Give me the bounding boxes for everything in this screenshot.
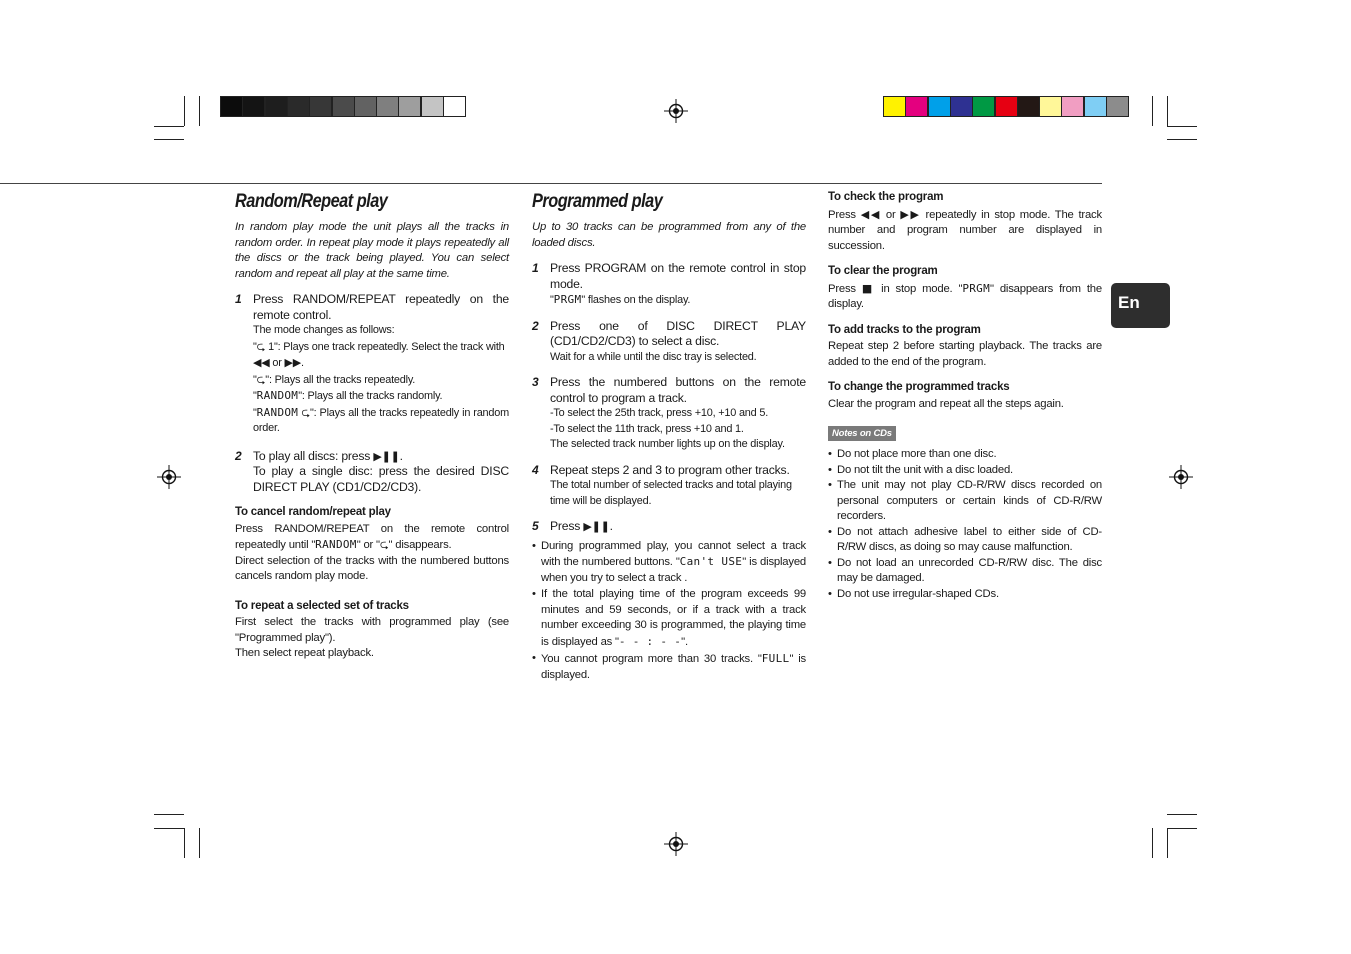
skip-back-icon: ◀◀ bbox=[860, 207, 882, 221]
note-bullet: • Do not attach adhesive label to either side of CD-R/RW discs, as doing so may cause malfunction. bbox=[828, 525, 1102, 553]
bullet-text: Do not use irregular-shaped CDs. bbox=[837, 587, 999, 600]
registration-target-icon bbox=[664, 832, 688, 856]
step-sub-text: " flashes on the display. bbox=[581, 294, 691, 306]
calibration-swatch bbox=[905, 96, 928, 117]
step-4 bbox=[532, 463, 806, 510]
display-text: RANDOM bbox=[256, 405, 299, 419]
step-number: 2 bbox=[532, 318, 539, 333]
step-sub: "⮎ 1": Plays one track repeatedly. Select the track with ◀◀ or ▶▶. bbox=[253, 339, 505, 369]
section-intro: Up to 30 tracks can be programmed from any of the loaded discs. bbox=[532, 221, 806, 249]
calibration-swatch bbox=[950, 96, 973, 117]
bullet-text: The unit may not play CD-R/RW discs recorded on personal computers or certain kinds of CD-R/RW recorders. bbox=[837, 479, 1102, 522]
paragraph bbox=[828, 281, 1102, 313]
skip-back-icon: ◀◀ bbox=[253, 356, 270, 369]
step-main: Press one of DISC DIRECT PLAY (CD1/CD2/CD3) to select a disc. bbox=[550, 318, 806, 348]
step-main: To play a single disc: press the desired DISC DIRECT PLAY (CD1/CD2/CD3). bbox=[253, 464, 509, 494]
step-main: Press the numbered buttons on the remote control to program a track. bbox=[550, 375, 806, 405]
step-sub: Wait for a while until the disc tray is selected. bbox=[550, 350, 757, 363]
note-bullet: • Do not load an unrecorded CD-R/RW disc. The disc may be damaged. bbox=[828, 556, 1102, 584]
random-repeat-section bbox=[235, 190, 509, 662]
bullet-text: Do not load an unrecorded CD-R/RW disc. The disc may be damaged. bbox=[837, 556, 1102, 584]
display-text: PRGM bbox=[553, 293, 582, 306]
calibration-swatch bbox=[443, 96, 466, 117]
paragraph-text: or bbox=[885, 208, 896, 221]
programmed-play-section bbox=[532, 190, 806, 683]
step-number: 3 bbox=[532, 375, 539, 389]
step-5 bbox=[532, 519, 806, 535]
step-sub-text: ": Plays all the tracks repeatedly. bbox=[265, 373, 416, 386]
play-pause-icon: ▶❚❚ bbox=[583, 520, 610, 533]
step-1 bbox=[532, 261, 806, 309]
subheading: To change the programmed tracks bbox=[828, 381, 1010, 393]
language-tab bbox=[1111, 283, 1170, 328]
bullet-text: " is displayed. bbox=[541, 653, 806, 681]
step-main: To play all discs: press ▶❚❚. bbox=[253, 448, 403, 463]
step-main: Repeat steps 2 and 3 to program other tracks. bbox=[550, 462, 790, 477]
display-text: Can't USE bbox=[679, 555, 743, 568]
registration-target-icon bbox=[664, 99, 688, 123]
step-sub: The selected track number lights up on the display. bbox=[550, 438, 785, 450]
calibration-swatch bbox=[421, 96, 444, 117]
subheading: To add tracks to the program bbox=[828, 323, 981, 336]
step-sub: -To select the 11th track, press +10 and 1. bbox=[550, 422, 744, 435]
note-bullet: • The unit may not play CD-R/RW discs recorded on personal computers or certain kinds of CD-R/RW recorders. bbox=[828, 479, 1102, 522]
calibration-swatch bbox=[928, 96, 951, 117]
paragraph bbox=[828, 207, 1102, 255]
calibration-swatch bbox=[995, 96, 1018, 117]
paragraph-text: Press bbox=[828, 208, 856, 221]
step-main: Press ▶❚❚. bbox=[550, 519, 613, 533]
step-main: Press RANDOM/REPEAT repeatedly on the remote control. bbox=[253, 292, 509, 322]
skip-forward-icon: ▶▶ bbox=[900, 207, 921, 221]
step-number: 1 bbox=[235, 292, 242, 306]
quote: " bbox=[253, 340, 257, 353]
subheading: To check the program bbox=[828, 191, 944, 203]
step-1 bbox=[235, 292, 509, 437]
step-main: Press PROGRAM on the remote control in stop mode. bbox=[550, 261, 806, 291]
note-bullet: • Do not place more than one disc. bbox=[828, 448, 997, 460]
header-rule bbox=[0, 183, 1102, 184]
step-sub: "PRGM" flashes on the display. bbox=[550, 293, 691, 306]
step-2 bbox=[235, 449, 509, 496]
subheading: To clear the program bbox=[828, 265, 938, 277]
skip-forward-icon: ▶▶ bbox=[284, 356, 302, 369]
calibration-swatch bbox=[287, 96, 310, 117]
note-bullet: • Do not tilt the unit with a disc loaded. bbox=[828, 463, 1013, 476]
step-sub-text: ": Plays all the tracks randomly. bbox=[298, 390, 443, 402]
calibration-swatch bbox=[242, 96, 265, 117]
bullet-text: ". bbox=[681, 635, 688, 648]
step-sub-text: 1": Plays one track repeatedly. Select the track with bbox=[268, 340, 505, 353]
step-sub: The total number of selected tracks and total playing time will be displayed. bbox=[550, 479, 792, 507]
registration-target-icon bbox=[157, 465, 181, 489]
step-number: 1 bbox=[532, 261, 539, 275]
section-intro: In random play mode the unit plays all the tracks in random order. In repeat play mode it plays repeatedly all the discs or the track being played. You can select random and repeat all play at the same time. bbox=[235, 221, 509, 280]
note-bullet: • You cannot program more than 30 tracks. "FULL" is displayed. bbox=[532, 652, 806, 681]
step-sub-text: ": Plays all the tracks repeatedly in random order. bbox=[253, 406, 510, 434]
step-main-text: To play all discs: press bbox=[253, 448, 371, 463]
bullet-text: You cannot program more than 30 tracks. " bbox=[541, 653, 762, 665]
play-pause-icon: ▶❚❚ bbox=[373, 449, 400, 463]
calibration-swatch bbox=[220, 96, 243, 117]
paragraph-text: Press bbox=[828, 282, 856, 295]
section-title: Random/Repeat play bbox=[235, 191, 388, 212]
step-2 bbox=[532, 319, 806, 366]
calibration-swatch bbox=[332, 96, 355, 117]
language-tab-label: En bbox=[1118, 293, 1140, 312]
paragraph-text: " disappears from the display. bbox=[828, 282, 1102, 310]
calibration-swatch bbox=[1084, 96, 1107, 117]
paragraph-text: " or " bbox=[356, 539, 380, 551]
step-sub: "RANDOM": Plays all the tracks randomly. bbox=[253, 389, 443, 402]
bullet-text: Do not attach adhesive label to either side of CD-R/RW discs, as doing so may cause malfunction. bbox=[837, 525, 1102, 553]
display-text: - - : - - bbox=[618, 634, 682, 648]
step-sub bbox=[253, 372, 509, 389]
paragraph-text: repeatedly in stop mode. The track number and program number are displayed in succession. bbox=[828, 208, 1102, 252]
calibration-swatch bbox=[309, 96, 332, 117]
display-text: PRGM bbox=[962, 281, 991, 295]
section-title: Programmed play bbox=[532, 191, 663, 212]
calibration-swatch bbox=[1106, 96, 1129, 117]
paragraph bbox=[235, 522, 509, 554]
bullet-text: During programmed play, you cannot select a track with the numbered buttons. " bbox=[541, 539, 806, 568]
calibration-swatch bbox=[265, 96, 288, 117]
subheading: To cancel random/repeat play bbox=[235, 506, 391, 518]
program-management-section bbox=[828, 190, 1102, 602]
step-sub: -To select the 25th track, press +10, +10 and 5. bbox=[550, 407, 769, 419]
bullet-text: " is displayed when you try to select a track . bbox=[541, 556, 806, 584]
calibration-swatch bbox=[972, 96, 995, 117]
paragraph-text: in stop mode. " bbox=[881, 282, 963, 295]
step-number: 2 bbox=[235, 448, 242, 463]
note-bullet: • If the total playing time of the program exceeds 99 minutes and 59 seconds, or if a track with a track number exceeding 30 is programmed, the playing time is displayed as "- - : - -". bbox=[532, 588, 806, 648]
step-sub: "RANDOM ⮎": Plays all the tracks repeatedly in random order. bbox=[253, 405, 510, 434]
step-3 bbox=[532, 375, 806, 453]
stop-icon: ■ bbox=[861, 281, 876, 295]
step-main-text: Press bbox=[550, 519, 581, 533]
display-text: FULL bbox=[761, 652, 790, 665]
repeat-icon: ⮎ bbox=[256, 372, 266, 386]
paragraph: Then select repeat playback. bbox=[235, 647, 374, 659]
paragraph: First select the tracks with programmed play (see "Programmed play"). bbox=[235, 616, 509, 644]
subheading: To repeat a selected set of tracks bbox=[235, 599, 409, 612]
bullet-text: Do not place more than one disc. bbox=[837, 448, 997, 460]
calibration-swatch bbox=[376, 96, 399, 117]
paragraph: Clear the program and repeat all the steps again. bbox=[828, 397, 1064, 410]
display-text: RANDOM bbox=[256, 389, 299, 402]
note-bullet: • Do not use irregular-shaped CDs. bbox=[828, 587, 999, 600]
repeat-icon: ⮎ bbox=[256, 339, 266, 353]
repeat-icon: ⮎ bbox=[301, 405, 310, 419]
calibration-swatch bbox=[354, 96, 377, 117]
notes-badge: Notes on CDs bbox=[828, 426, 896, 441]
paragraph: Direct selection of the tracks with the numbered buttons cancels random play mode. bbox=[235, 554, 509, 582]
note-bullet: • During programmed play, you cannot select a track with the numbered buttons. "Can't USE" is displayed when you try to select a track . bbox=[532, 539, 806, 584]
paragraph: Repeat step 2 before starting playback. The tracks are added to the end of the program. bbox=[828, 340, 1102, 368]
calibration-swatch bbox=[883, 96, 906, 117]
paragraph-text: " disappears. bbox=[388, 539, 452, 551]
calibration-swatch bbox=[1039, 96, 1062, 117]
display-text: RANDOM bbox=[315, 538, 357, 551]
step-sub-text: or bbox=[272, 357, 282, 369]
quote: " bbox=[253, 373, 257, 386]
notes-list bbox=[828, 447, 1102, 602]
calibration-swatch bbox=[1017, 96, 1040, 117]
step-sub: The mode changes as follows: bbox=[253, 324, 395, 336]
calibration-swatch bbox=[398, 96, 421, 117]
registration-target-icon bbox=[1169, 465, 1193, 489]
step-number: 5 bbox=[532, 519, 539, 533]
calibration-swatch bbox=[1061, 96, 1084, 117]
step-number: 4 bbox=[532, 462, 539, 477]
bullet-text: If the total playing time of the program exceeds 99 minutes and 59 seconds, or if a track with a track number exceeding 30 is programmed, the playing time is displayed as " bbox=[541, 588, 806, 648]
repeat-icon: ⮎ bbox=[379, 538, 389, 551]
bullet-text: Do not tilt the unit with a disc loaded. bbox=[837, 463, 1013, 476]
paragraph-text: Press RANDOM/REPEAT on the remote control repeatedly until " bbox=[235, 522, 509, 551]
